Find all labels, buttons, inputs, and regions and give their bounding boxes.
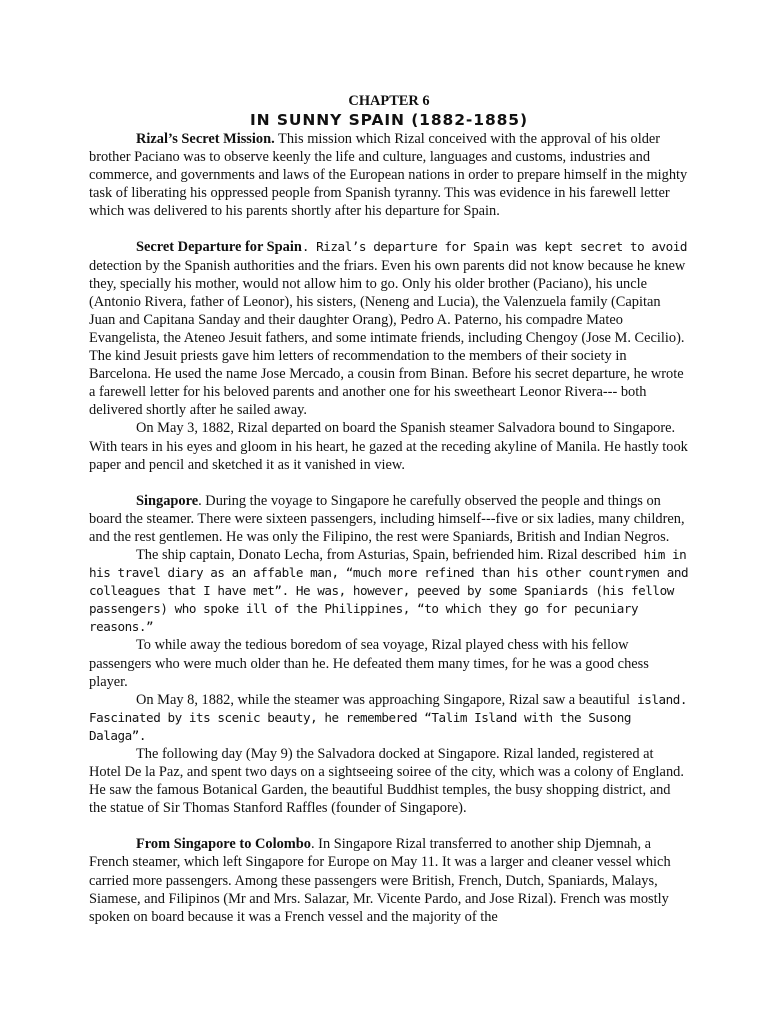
paragraph-heading: Rizal’s Secret Mission. [136, 131, 275, 147]
paragraph-text: This mission which Rizal conceived with the approval of his older brother Paciano was to observe keenly the life and culture, languages and customs, industries and commerce, and governments and laws of the European nations in order to prepare himself in the mighty task of liberating his oppressed people from Spanish tyranny. This was evidence in his farewell letter which was delivered to his parents shortly after his departure for Spain. [89, 131, 688, 220]
chapter-label: CHAPTER 6 [348, 93, 430, 109]
paragraph-heading: Singapore [136, 492, 199, 509]
paragraph-heading: Secret Departure for Spain [136, 239, 302, 256]
paragraph-ship-captain [89, 546, 689, 636]
paragraph-heading: From Singapore to Colombo [136, 836, 311, 853]
paragraph-text: On May 8, 1882, while the steamer was approaching Singapore, Rizal saw a beautiful [136, 691, 630, 708]
paragraph-text: To while away the tedious boredom of sea voyage, Rizal played chess with his fellow passengers who were much older than he. He defeated them many times, for he was a good chess player. [89, 637, 649, 690]
paragraph-chess [89, 636, 689, 690]
paragraph-text: . During the voyage to Singapore he carefully observed the people and things on board the steamer. There were sixteen passengers, including himself---five or six ladies, many children, and the rest gentlemen. He was only the Filipino, the rest were Spaniards, British and Indian Negros. [89, 492, 685, 545]
paragraph-secret-mission [89, 130, 689, 220]
paragraph-secret-departure [89, 238, 689, 419]
paragraph-may-9 [89, 745, 689, 817]
paragraph-typed-text: him in his travel diary as an affable man, “much more refined than his other countrymen and colleagues that I have met”. He was, however, peeved by some Spaniards (his fellow passengers) who spoke ill of the Philippines, “to which they go for pecuniary reasons.” [89, 546, 689, 635]
paragraph-typed-text: . Rizal’s departure for Spain was kept secret to avoid [301, 239, 688, 255]
paragraph-singapore-to-colombo [89, 835, 689, 925]
chapter-title: IN SUNNY SPAIN (1882-1885) [250, 111, 528, 129]
paragraph-text: The following day (May 9) the Salvadora docked at Singapore. Rizal landed, registered at Hotel De la Paz, and spent two days on a sightseeing soiree of the city, which was a colony of England. He saw the famous Botanical Garden, the beautiful Buddhist temples, the busy shopping district, and the statue of Sir Thomas Stanford Raffles (founder of Singapore). [89, 746, 684, 817]
paragraph-text: On May 3, 1882, Rizal departed on board the Spanish steamer Salvadora bound to Singapore. With tears in his eyes and gloom in his heart, he gazed at the receding akyline of Manila. He hastly took paper and pencil and sketched it as it vanished in view. [89, 420, 688, 473]
paragraph-singapore [89, 492, 689, 546]
paragraph-text: The ship captain, Donato Lecha, from Asturias, Spain, befriended him. Rizal described [136, 546, 637, 563]
document-page [89, 92, 689, 926]
paragraph-may-8 [89, 691, 689, 745]
paragraph-text: detection by the Spanish authorities and the friars. Even his own parents did not know because he knew they, specially his mother, would not allow him to go. Only his older brother (Paciano), his uncle (Antonio Rivera, father of Leonor), his sisters, (Neneng and Lucia), the Valenzuela family (Capitan Juan and Capitana Sanday and their daughter Orang), Pedro A. Paterno, his compadre Mateo Evangelista, the Ateneo Jesuit fathers, and some intimate friends, including Chengoy (Jose M. Cecilio). The kind Jesuit priests gave him letters of recommendation to the members of their society in Barcelona. He used the name Jose Mercado, a cousin from Binan. Before his secret departure, he wrote a farewell letter for his beloved parents and another one for his sweetheart Leonor Rivera--- both delivered shortly after he sailed away. [89, 257, 686, 419]
paragraph-departure-may-3 [89, 419, 689, 473]
paragraph-text: . In Singapore Rizal transferred to another ship Djemnah, a French steamer, which left Singapore for Europe on May 11. It was a larger and cleaner vessel which carried more passengers. Among these passengers were British, French, Dutch, Spaniards, Malays, Siamese, and Filipinos (Mr and Mrs. Salazar, Mr. Vicente Pardo, and Jose Rizal). French was mostly spoken on board because it was a French vessel and the majority of the [89, 836, 671, 925]
paragraph-typed-text: island. Fascinated by its scenic beauty, he remembered “Talim Island with the Susong Dalaga”. [89, 691, 688, 743]
